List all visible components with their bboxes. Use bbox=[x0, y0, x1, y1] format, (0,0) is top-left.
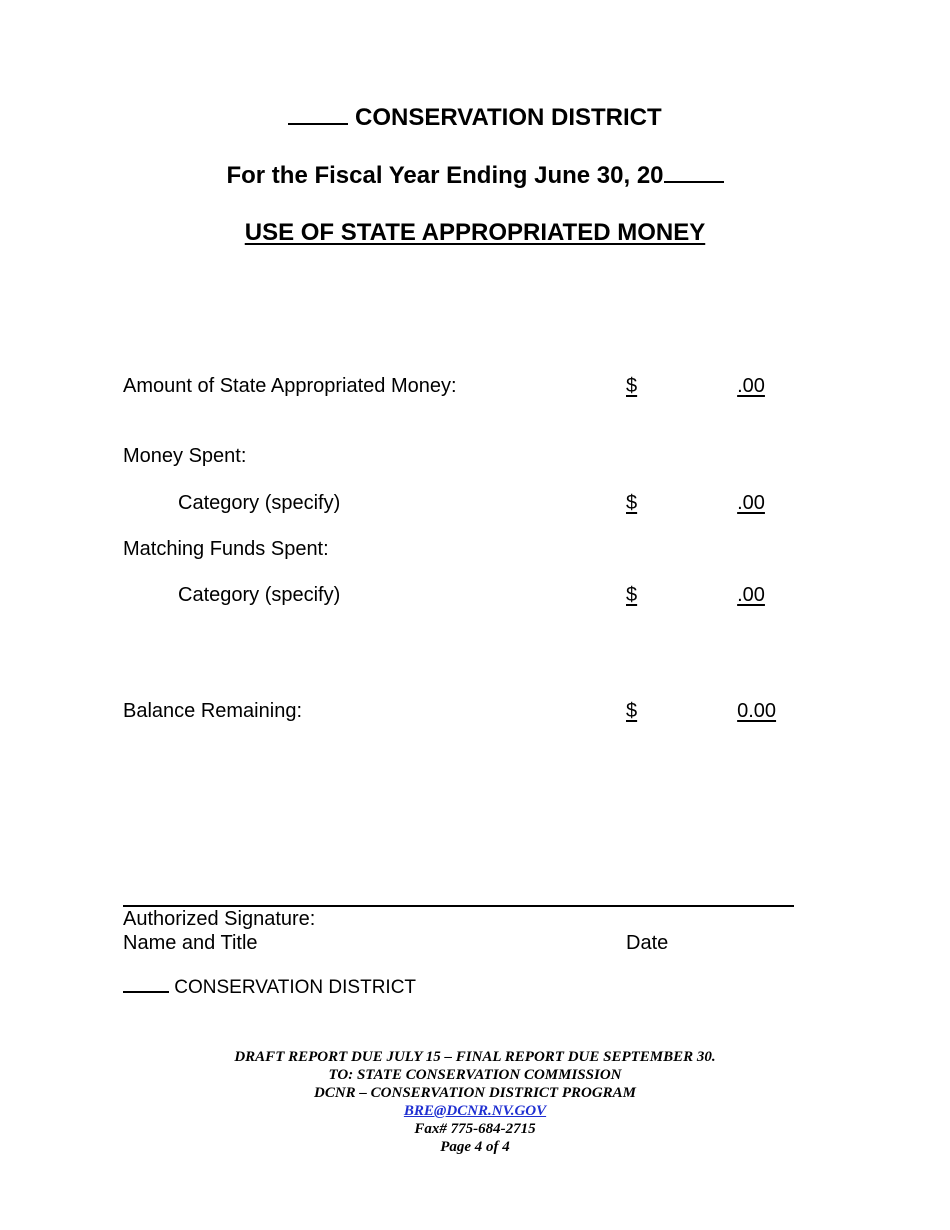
signature-district-blank[interactable] bbox=[123, 991, 169, 993]
balance-value[interactable] bbox=[626, 700, 776, 723]
matching-funds-label: Matching Funds Spent: bbox=[123, 538, 329, 560]
category-2-currency: $ bbox=[626, 584, 638, 606]
balance-label: Balance Remaining: bbox=[123, 700, 302, 722]
category-value-2[interactable] bbox=[626, 584, 765, 607]
fiscal-year-line bbox=[0, 162, 950, 190]
use-title-line bbox=[0, 219, 950, 247]
footer-due-line: DRAFT REPORT DUE JULY 15 – FINAL REPORT DUE SEPTEMBER 30. bbox=[234, 1049, 716, 1065]
date-label: Date bbox=[626, 932, 669, 954]
fiscal-year-text: For the Fiscal Year Ending June 30, 20 bbox=[226, 162, 664, 189]
district-title-line bbox=[0, 104, 950, 132]
money-spent-label: Money Spent: bbox=[123, 445, 247, 467]
district-title: CONSERVATION DISTRICT bbox=[354, 104, 662, 131]
footer-to-line: TO: STATE CONSERVATION COMMISSION bbox=[328, 1067, 622, 1083]
fiscal-year-blank[interactable] bbox=[664, 181, 724, 183]
amount-label: Amount of State Appropriated Money: bbox=[123, 375, 457, 397]
category-1-currency: $ bbox=[626, 492, 638, 514]
balance-amount: 0.00 bbox=[737, 700, 777, 722]
category-2-cents: .00 bbox=[737, 584, 765, 606]
signature-line[interactable] bbox=[123, 905, 794, 907]
category-1-cents: .00 bbox=[737, 492, 765, 514]
footer-page-number: Page 4 of 4 bbox=[440, 1139, 510, 1155]
category-value-1[interactable] bbox=[626, 492, 765, 515]
category-label-2[interactable]: Category (specify) bbox=[178, 584, 341, 606]
amount-currency: $ bbox=[626, 375, 638, 397]
footer-program-line: DCNR – CONSERVATION DISTRICT PROGRAM bbox=[313, 1085, 637, 1101]
district-name-blank[interactable] bbox=[288, 123, 348, 125]
amount-value[interactable] bbox=[626, 375, 765, 398]
name-title-label: Name and Title bbox=[123, 932, 258, 954]
category-label-1[interactable]: Category (specify) bbox=[178, 492, 341, 514]
footer-block bbox=[0, 1048, 950, 1156]
use-title: USE OF STATE APPROPRIATED MONEY bbox=[244, 219, 706, 246]
footer-email-link[interactable]: BRE@DCNR.NV.GOV bbox=[403, 1103, 547, 1119]
amount-cents: .00 bbox=[737, 375, 765, 397]
authorized-signature-label: Authorized Signature: bbox=[123, 908, 316, 930]
signature-district-line bbox=[123, 977, 416, 999]
signature-district-text: CONSERVATION DISTRICT bbox=[174, 977, 417, 998]
balance-currency: $ bbox=[626, 700, 638, 722]
footer-fax: Fax# 775-684-2715 bbox=[414, 1121, 536, 1137]
